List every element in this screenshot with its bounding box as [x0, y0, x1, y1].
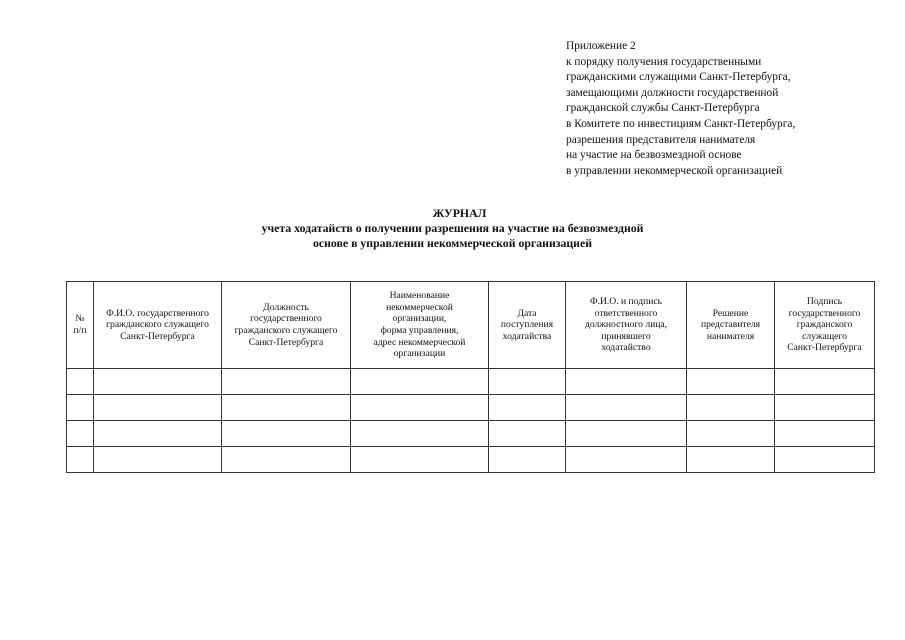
table-cell	[94, 395, 222, 421]
appendix-line: замещающими должности государственной	[566, 86, 779, 99]
header-organization: Наименование некоммерческой организации, форма управления, адрес некоммерческой организации	[351, 282, 489, 369]
journal-title: ЖУРНАЛ	[432, 206, 487, 220]
header-signature: Подпись государственного гражданского служащего Санкт-Петербурга	[775, 282, 875, 369]
table-cell	[67, 395, 94, 421]
appendix-line: на участие на безвозмездной основе	[566, 149, 742, 162]
journal-subtitle-line: учета ходатайств о получении разрешения на участие на безвозмездной	[261, 221, 644, 235]
table-cell	[687, 421, 775, 447]
table-cell	[351, 395, 489, 421]
header-date-received: Дата поступления ходатайства	[489, 282, 566, 369]
appendix-line: гражданской службы Санкт-Петербурга	[566, 102, 760, 115]
document-title	[0, 206, 905, 251]
table-cell	[775, 369, 875, 395]
table-row	[67, 447, 875, 473]
table-cell	[566, 421, 687, 447]
appendix-line: в Комитете по инвестициям Санкт-Петербурга,	[566, 117, 796, 130]
table-cell	[222, 369, 351, 395]
table-cell	[94, 369, 222, 395]
header-decision: Решение представителя нанимателя	[687, 282, 775, 369]
table-cell	[687, 395, 775, 421]
table-cell	[687, 369, 775, 395]
table-cell	[566, 447, 687, 473]
appendix-note	[566, 39, 886, 179]
appendix-line: в управлении некоммерческой организацией	[566, 164, 783, 177]
table-cell	[67, 447, 94, 473]
header-position: Должность государственного гражданского служащего Санкт-Петербурга	[222, 282, 351, 369]
appendix-line: к порядку получения государственными	[566, 55, 762, 68]
header-number: № п/п	[67, 282, 94, 369]
table-cell	[222, 395, 351, 421]
table-row	[67, 421, 875, 447]
table-cell	[351, 421, 489, 447]
table-cell	[489, 421, 566, 447]
table-cell	[67, 421, 94, 447]
table-row	[67, 369, 875, 395]
table-cell	[489, 369, 566, 395]
table-cell	[222, 421, 351, 447]
table-cell	[566, 395, 687, 421]
table-cell	[94, 421, 222, 447]
table-cell	[775, 421, 875, 447]
table-cell	[94, 447, 222, 473]
journal-subtitle-line: основе в управлении некоммерческой организацией	[312, 236, 593, 250]
table-cell	[351, 447, 489, 473]
appendix-line: гражданскими служащими Санкт-Петербурга,	[566, 71, 791, 84]
table-cell	[489, 395, 566, 421]
table-cell	[775, 395, 875, 421]
table-cell	[351, 369, 489, 395]
table-cell	[222, 447, 351, 473]
table-cell	[67, 369, 94, 395]
table-cell	[489, 447, 566, 473]
table-row	[67, 395, 875, 421]
appendix-line: разрешения представителя нанимателя	[566, 133, 756, 146]
table-header-row	[67, 282, 875, 369]
header-employee-name: Ф.И.О. государственного гражданского служащего Санкт-Петербурга	[94, 282, 222, 369]
table-cell	[566, 369, 687, 395]
journal-table	[66, 281, 875, 473]
appendix-line: Приложение 2	[566, 40, 636, 52]
table-cell	[775, 447, 875, 473]
header-responsible-official: Ф.И.О. и подпись ответственного должностного лица, принявшего ходатайство	[566, 282, 687, 369]
table-cell	[687, 447, 775, 473]
